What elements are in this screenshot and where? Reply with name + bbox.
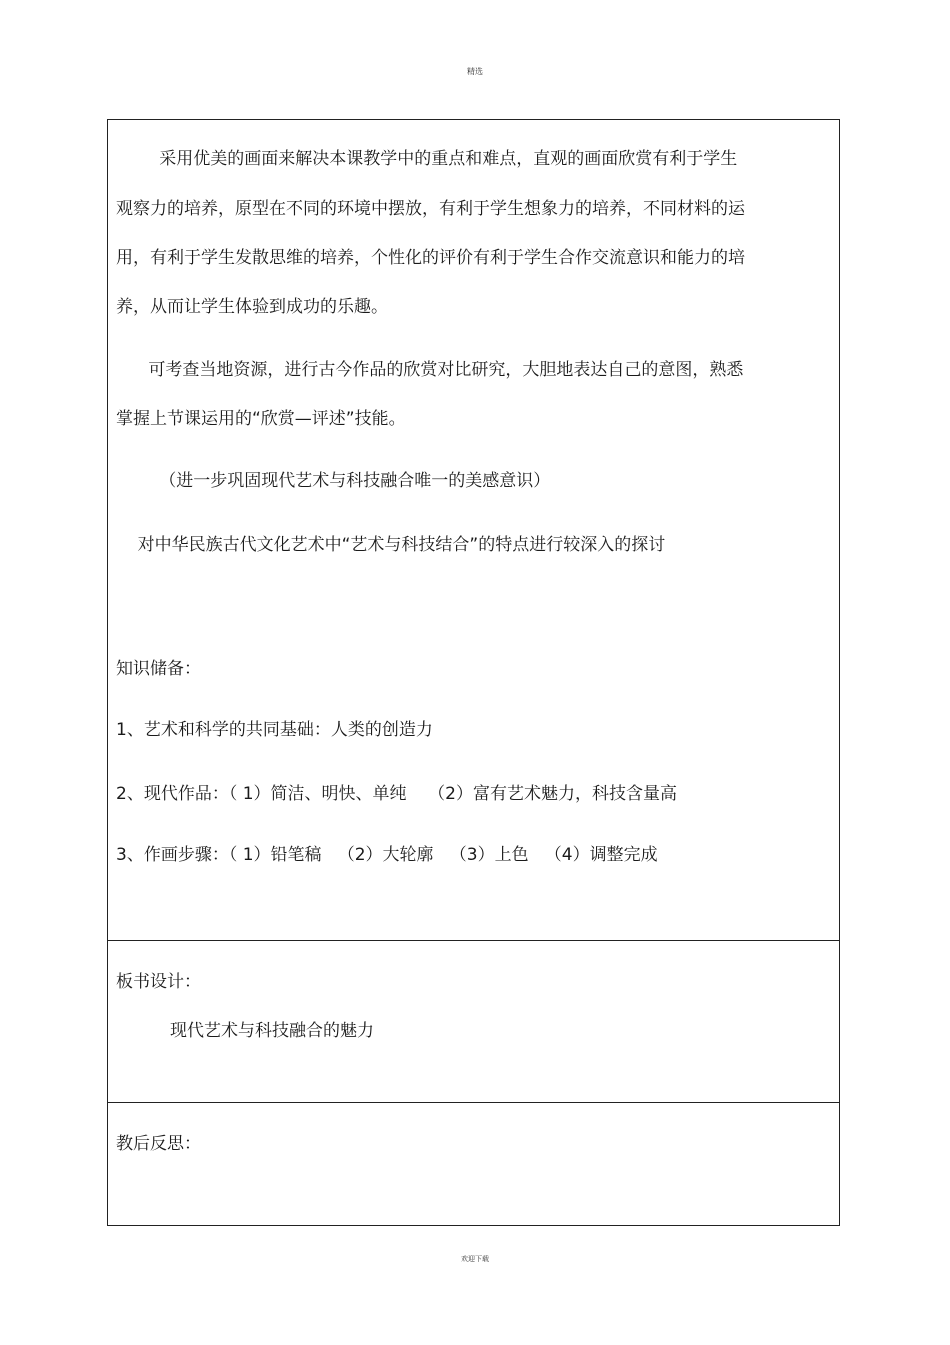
para1-line-4: 养，从而让学生体验到成功的乐趣。 (116, 297, 388, 317)
knowledge-title: 知识储备： (116, 659, 201, 679)
para2-line-1: 可考查当地资源，进行古今作品的欣赏对比研究，大胆地表达自己的意图，熟悉 (116, 360, 744, 380)
board-design-content: 现代艺术与科技融合的魅力 (116, 1021, 375, 1041)
knowledge-item-2: 2、现代作品：（ 1）简洁、明快、单纯 （2）富有艺术魅力，科技含量高 (116, 784, 677, 804)
para4: 对中华民族古代文化艺术中“艺术与科技结合”的特点进行较深入的探讨 (116, 535, 666, 555)
row-divider-2 (108, 1102, 839, 1103)
page-header: 精选 (467, 67, 483, 76)
para1-line-1: 采用优美的画面来解决本课教学中的重点和难点，直观的画面欣赏有利于学生 (116, 149, 738, 169)
row-divider-1 (108, 940, 839, 941)
para1-line-2: 观察力的培养，原型在不同的环境中摆放，有利于学生想象力的培养，不同材料的运 (116, 199, 745, 219)
para1-line-3: 用，有利于学生发散思维的培养，个性化的评价有利于学生合作交流意识和能力的培 (116, 248, 745, 268)
knowledge-item-1: 1、艺术和科学的共同基础：人类的创造力 (116, 720, 433, 740)
para3: （进一步巩固现代艺术与科技融合唯一的美感意识） (116, 471, 551, 491)
knowledge-item-3: 3、作画步骤：（ 1）铅笔稿 （2）大轮廓 （3）上色 （4）调整完成 (116, 845, 658, 865)
reflection-title: 教后反思： (116, 1134, 201, 1154)
page-footer: 欢迎下载 (461, 1255, 489, 1263)
para2-line-2: 掌握上节课运用的“欣赏—评述”技能。 (116, 409, 406, 429)
board-design-title: 板书设计： (116, 972, 201, 992)
lesson-plan-table (107, 119, 840, 1226)
